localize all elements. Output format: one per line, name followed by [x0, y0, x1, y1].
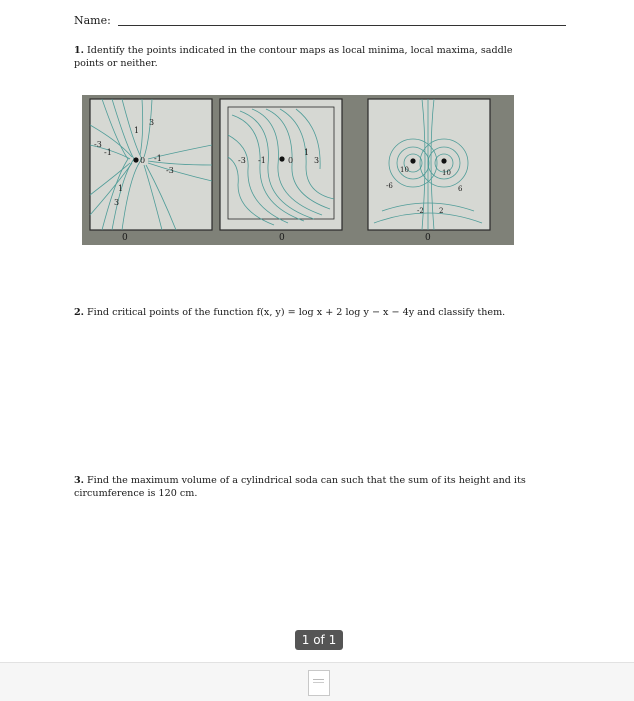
map1-label: -1 — [104, 148, 112, 157]
map2-label: 3 — [314, 156, 320, 165]
question-3 — [74, 474, 534, 500]
question-1-text: Identify the points indicated in the contour maps as local minima, local maxima, saddle points or neither. — [74, 45, 513, 69]
page-indicator: 1 of 1 — [295, 630, 343, 650]
contour-maps-photo — [82, 95, 514, 245]
name-label: Name: — [74, 14, 111, 27]
question-3-text: Find the maximum volume of a cylindrical soda can such that the sum of its height and its circumference is 120 cm. — [74, 475, 526, 499]
contour-maps-figure — [82, 95, 514, 245]
map2-label: 1 — [304, 148, 310, 157]
map1-label: 1 — [118, 184, 124, 193]
question-1 — [74, 44, 534, 70]
map3-label: 6 — [458, 185, 463, 193]
map1-axis-label: 0 — [122, 233, 128, 243]
map1-label: 0 — [140, 156, 146, 165]
map3-label: -6 — [386, 182, 393, 190]
page-thumbnail[interactable] — [308, 670, 330, 696]
question-2-text: Find critical points of the function f(x, y) = log x + 2 log y − x − 4y and classify them. — [87, 307, 506, 318]
map1-label: 3 — [149, 118, 155, 127]
map3-label: -2 — [417, 207, 424, 215]
map3-label: 10 — [400, 166, 409, 174]
map2-axis-label: 0 — [279, 233, 285, 243]
map1-label: 3 — [114, 198, 120, 207]
map1-label: -3 — [166, 166, 174, 175]
map1-label: -1 — [154, 154, 162, 163]
question-2-number: 2. — [74, 307, 85, 318]
map1-label: 1 — [134, 126, 140, 135]
question-2 — [74, 306, 534, 319]
contour-map-3 — [368, 99, 490, 230]
question-1-number: 1. — [74, 45, 85, 56]
map2-label: 0 — [288, 156, 294, 165]
map2-label: -1 — [258, 156, 266, 165]
question-3-number: 3. — [74, 475, 85, 486]
map1-label: -3 — [94, 140, 102, 149]
name-underline — [118, 25, 566, 26]
map3-label: 2 — [439, 207, 444, 215]
map3-axis-label: 0 — [425, 233, 431, 243]
map2-label: -3 — [238, 156, 246, 165]
map3-label: 10 — [442, 169, 451, 177]
